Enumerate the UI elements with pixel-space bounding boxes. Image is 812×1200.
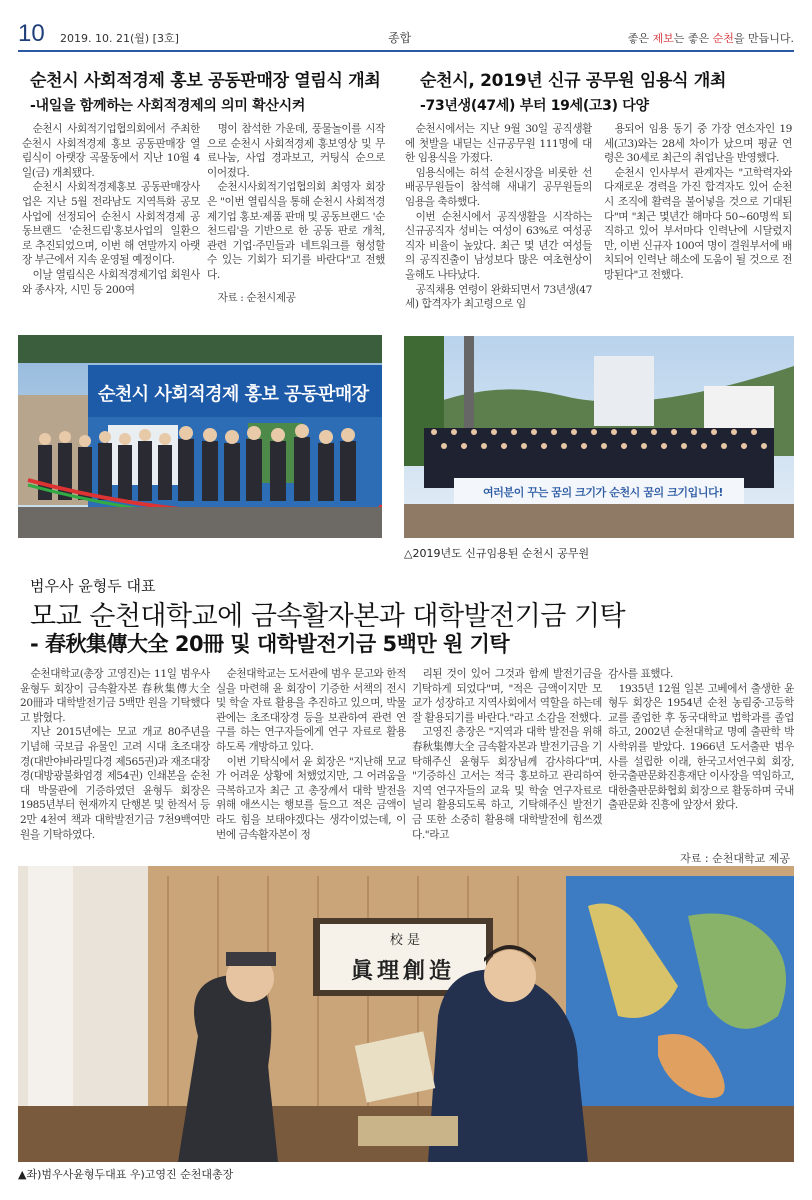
article3-source: 자료 : 순천대학교 제공: [680, 852, 790, 865]
banner-text: 여러분이 꾸는 꿈의 크기가 순천시 꿈의 크기입니다!: [483, 486, 723, 499]
group-photo-illustration: [404, 336, 794, 538]
article1-title: 순천시 사회적경제 홍보 공동판매장 열림식 개최: [30, 71, 381, 91]
donation-photo-illustration: [18, 866, 794, 1162]
article3-kicker: 범우사 윤형두 대표: [30, 577, 156, 595]
article1-source: 자료 : 순천시제공: [217, 291, 296, 304]
section-name: 종합: [388, 31, 412, 45]
article3-caption: ▲좌)범우사윤형두대표 우)고영진 순천대총장: [18, 1168, 234, 1181]
frame-text-top: 校 是: [389, 933, 421, 948]
page-header: [18, 22, 794, 52]
issue-date: 2019. 10. 21(월) [3호]: [60, 32, 179, 45]
article1-col2: 명이 참석한 가운데, 풍물놀이를 시작으로 순천시 사회적경제 홍보영상 및 무료나눔, 사업 경과보고, 커팅식 순으로 이어졌다. 순천시사회적기업협의회 최영자 회장은 "이번 열림식을 통해 순천시 사회적경제기업 홍보·제품 판매 및 공동브랜드 '순천드림'을 기반으로 한 공동 판로 개척, 관련 기업·주민들과 네트워크를 형성할 수 있는 기회가 되기를 바란다"고 전했다. 자료 : 순천시제공: [207, 123, 385, 304]
article3-subtitle: - 春秋集傳大全 20冊 및 대학발전기금 5백만 원 기탁: [30, 632, 510, 656]
article1-col1: 순천시 사회적기업협의회에서 주최한 순천시 사회적경제 홍보 공동판매장 열림식이 아랫장 곡물동에서 지난 10월 4일(금) 개최됐다. 순천시 사회적경제홍보 공동판매장사업은 지난 5월 전라남도 지역특화 공모사업에 선정되어 순천시 사회적경제 공동브랜드 '순천드림'홍보사업의 일환으로 추진되었으며, 이번 해 연말까지 아랫장 부근에서 지속 운영될 예정이다. 이날 열림식은 사회적경제기업 회원사와 종사자, 시민 등 200여: [22, 123, 200, 296]
article2-col2: 용되어 임용 동기 중 가장 연소자인 19세(고3)와는 28세 차이가 났으며 평균 연령은 30세로 최근의 취업난을 반영했다. 순천시 인사부서 관계자는 "고학력자와 다재로운 경력을 가진 합격자도 있어 순천시 조직에 활력을 불어넣을 것으로 기대된다"며 "최근 몇년간 해마다 50~60명씩 퇴직하고 있어 부서마다 인력난에 시달렸지만, 이번 신규자 100여 명이 결원부서에 배치되어 인력난 해소에 도움이 될 것으로 전망된다"고 전했다.: [604, 123, 792, 281]
article3-title: 모교 순천대학교에 금속활자본과 대학발전기금 기탁: [30, 601, 626, 632]
article3-col1: 순천대학교(총장 고영진)는 11일 범우사 윤형두 회장이 금속활자본 春秋集傳大全 20冊과 대학발전기금 5백만 원을 기탁했다고 밝혔다. 지난 2015년에는 모교 개교 80주년을 기념해 국보급 유물인 고려 시대 초조대장경(대반야바라밀다경 제565권)과 재조대장경(대방광불화엄경 제54권) 인쇄본을 순천대 박물관에 기증하였던 윤형두 회장은 1985년부터 현재까지 단행본 및 한적서 등 2만 4천여 책과 대학발전기금 7천9백여만 원을 기탁하였다.: [20, 668, 210, 841]
article3-photo: [18, 866, 794, 1162]
article2-caption: △2019년도 신규임용된 순천시 공무원: [404, 547, 590, 560]
slogan: 좋은 제보는 좋은 순천을 만듭니다.: [627, 32, 794, 45]
article2-subtitle: -73년생(47세) 부터 19세(고3) 다양: [420, 98, 649, 114]
article3-col3: 리된 것이 있어 그것과 함께 발전기금을 기탁하게 되었다"며, "적은 금액이지만 모교가 성장하고 지역사회에서 역할을 하는데 잘 활용되기를 바란다."라고 소감을 전했다. 고영진 총장은 "지역과 대학 발전을 위해 春秋集傳大全 금속활자본과 발전기금을 기탁해주신 윤형두 회장님께 감사하다"며, "기증하신 고서는 적극 홍보하고 관리하여 지역 연구자들의 교육 및 학술 연구자료로 널리 활용되도록 하고, 기탁해주신 발전기금 또한 소중히 활용해 대학발전에 힘쓰겠다."라고: [412, 668, 602, 841]
article3-col2: 순천대학교는 도서관에 범우 문고와 한적실을 마련해 윤 회장이 기증한 서책의 전시 및 학술 자료 활용을 추진하고 있으며, 박물관에는 초조대장경 등을 보관하여 관련 연구를 하는 연구자들에게 연구 자료로 활용하도록 개방하고 있다. 이번 기탁식에서 윤 회장은 "지난해 모교가 어려운 상황에 처했었지만, 그 어려움을 극복하고자 최근 고 총장께서 대학 발전을 위해 애쓰시는 행보를 들으고 적은 금액이라도 힘을 보태야겠다는 생각이었는데, 이번에 금속활자본이 정: [216, 668, 406, 841]
article1-subtitle: -내일을 함께하는 사회적경제의 의미 확산시켜: [30, 98, 306, 114]
article2-col1: 순천시에서는 지난 9월 30일 공직생활에 첫발을 내딛는 신규공무원 111명에 대한 임용식을 가졌다. 임용식에는 허석 순천시장을 비롯한 선배공무원들이 참석해 새내기 공무원들의 임용을 축하했다. 이번 순천시에서 공직생활을 시작하는 신규공직자 성비는 여성이 63%로 여성공직자 비율이 높았다. 최근 몇 년간 여성들의 공직진출이 남성보다 많은 여초현상이 올해도 나타났다. 공직채용 연령이 완화되면서 73년생(47세) 합격자가 최고령으로 임: [405, 123, 592, 311]
article1-photo: [18, 335, 382, 538]
ceremony-photo-illustration: [18, 335, 382, 538]
frame-text-main: 眞理創造: [350, 958, 455, 984]
page-number: 10: [18, 20, 45, 47]
article2-photo: [404, 336, 794, 538]
article2-title: 순천시, 2019년 신규 공무원 임용식 개최: [420, 71, 727, 91]
photo-sign-text: 순천시 사회적경제 홍보 공동판매장: [98, 384, 369, 405]
article3-col4: 감사를 표했다. 1935년 12월 일본 고베에서 출생한 윤형두 회장은 1954년 순천 농림중·고등학교를 졸업한 후 동국대학교 법학과를 졸업하고, 2002년 순천대학교 명예 출판학 박사학위를 받았다. 1966년 도서출판 범우사를 설립한 이래, 한국고서연구회 회장, 한국출판문화진흥재단 이사장을 역임하고, 대한출판문화협회 회장으로 활동하며 국내 출판문화 진흥에 앞장서 왔다.: [608, 668, 794, 812]
